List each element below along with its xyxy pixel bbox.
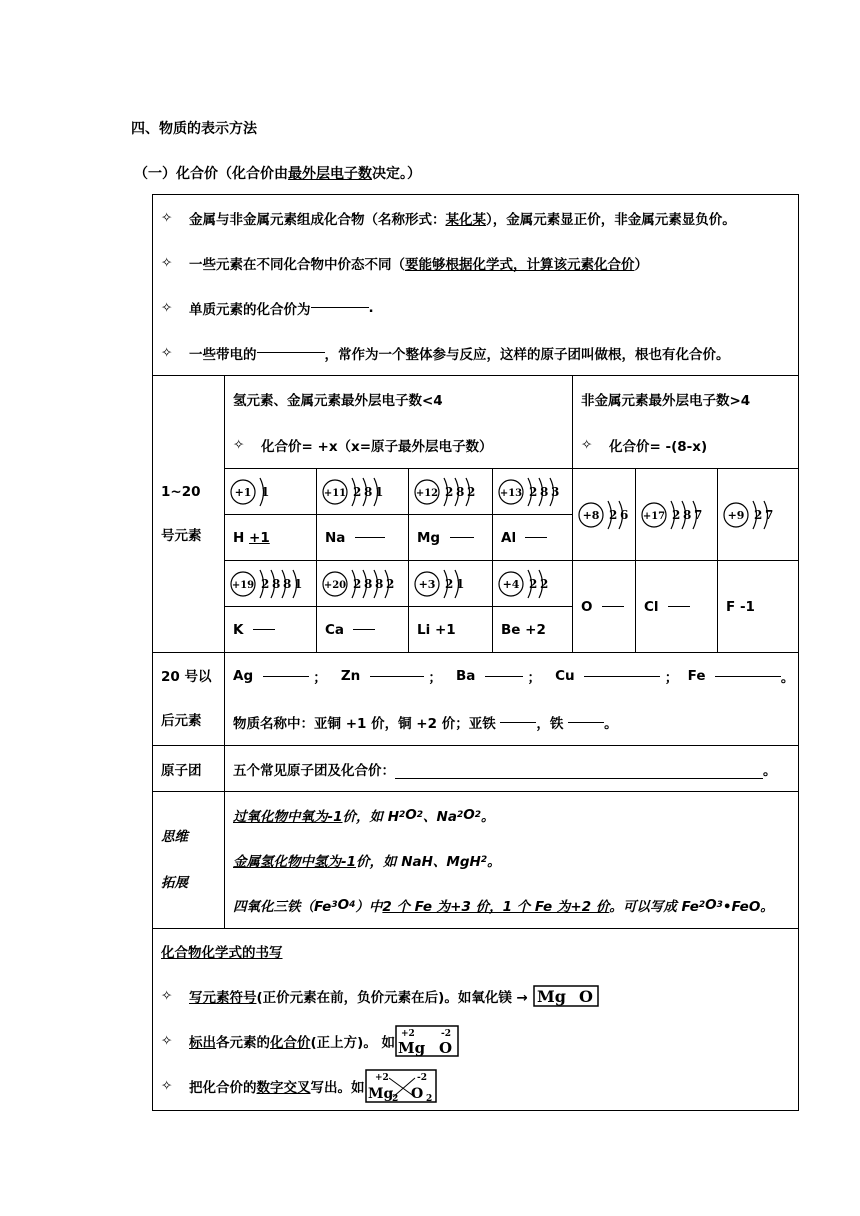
symbol-mg: Mg — [536, 986, 566, 1006]
atom-diagram — [409, 562, 492, 606]
nonmetal-header: 非金属元素最外层电子数>4 ✧ 化合价= -(8-x) — [573, 376, 799, 469]
atom-structure-svg — [229, 564, 305, 604]
atom-structure-svg — [413, 472, 478, 512]
nucleus-charge: +8 — [582, 508, 600, 522]
element-label: Ca — [317, 608, 408, 652]
electron-count: 2 — [445, 576, 454, 591]
formula-box-cross — [365, 1069, 437, 1103]
electron-count: 1 — [261, 484, 270, 499]
valence-positive: +2 — [374, 1072, 389, 1083]
writing-step-2: ✧ 标出 各元素的 化合价 (正上方)。 如 +2 -2 Mg O — [161, 1018, 798, 1063]
nucleus-charge: +12 — [415, 487, 439, 499]
atom-diagram — [636, 493, 717, 537]
valence-table — [152, 194, 799, 1111]
atom-structure-svg — [577, 495, 631, 535]
electron-count: 2 — [445, 484, 454, 499]
atom-structure-svg — [497, 564, 551, 604]
valence-positive: +2 — [401, 1028, 415, 1039]
electron-count: 2 — [353, 484, 362, 499]
electron-count: 8 — [364, 484, 373, 499]
atom-diagram — [718, 493, 798, 537]
rule-1: ✧ 金属与非金属元素组成化合物（名称形式： 某化某 ），金属元素显正价，非金属元素显负价。 — [161, 209, 736, 228]
nucleus-charge: +17 — [642, 510, 666, 522]
element-label: Al — [493, 516, 572, 560]
nucleus-charge: +13 — [499, 487, 523, 499]
electron-count: 8 — [683, 507, 692, 522]
atom-structure-svg — [229, 472, 272, 512]
electron-count: 1 — [456, 576, 465, 591]
answer-blank[interactable] — [311, 307, 369, 308]
electron-count: 2 — [540, 576, 549, 591]
metal-header: 氢元素、金属元素最外层电子数<4 ✧ 化合价= +x（x=原子最外层电子数） — [225, 376, 573, 469]
element-label: F -1 — [726, 598, 755, 615]
thinking-label: 思维 拓展 — [153, 792, 225, 929]
nucleus-charge: +20 — [323, 579, 347, 591]
rules-cell — [153, 195, 799, 376]
writing-step-3: ✧ 把化合价的 数字交叉 写出。如 +2 -2 Mg 2 O 2 — [161, 1063, 798, 1108]
electron-count: 2 — [261, 576, 270, 591]
element-label: Na — [317, 516, 408, 560]
symbol-mg: Mg — [398, 1038, 426, 1057]
atom-diagram — [493, 470, 572, 514]
electron-count: 2 — [672, 507, 681, 522]
atom-diagram — [493, 562, 572, 606]
formula-box-valence — [395, 1025, 459, 1057]
element-label: K — [225, 608, 316, 652]
atom-diagram — [225, 470, 316, 514]
rule-2: ✧ 一些元素在不同化合物中价态不同（ 要能够根据化学式，计算该元素化合价 ） — [161, 254, 648, 273]
thinking-content: 过氧化物中氧为-1 价，如 H 2 O 2 、Na 2 O 2 。 金属氢化物中氢为-1 价，如 NaH、MgH 2 。 四氧化三铁（Fe 3 O 4 ）中 2 个 Fe 为+3 价，1 个 Fe 为+2 价 。可以写成 Fe 2 O 3 •FeO。 — [225, 792, 799, 929]
atom-structure-svg — [413, 564, 467, 604]
electron-count: 7 — [694, 507, 703, 522]
atom-structure-svg — [640, 495, 705, 535]
nucleus-charge: +19 — [231, 579, 255, 591]
electron-count: 2 — [529, 484, 538, 499]
nucleus-charge: +9 — [727, 508, 745, 522]
electron-count: 2 — [609, 507, 618, 522]
first20-label: 1~20 号元素 — [153, 376, 225, 653]
element-label: Mg — [409, 516, 492, 560]
rule-4: ✧ 一些带电的 ，常作为一个整体参与反应，这样的原子团叫做根，根也有化合价。 — [161, 344, 730, 363]
element-label: O — [573, 585, 635, 629]
element-label: Cl — [636, 585, 717, 629]
electron-count: 1 — [294, 576, 303, 591]
symbol-o: O — [410, 1085, 423, 1102]
subscript: 2 — [391, 1093, 398, 1103]
symbol-o: O — [439, 1038, 453, 1057]
element-label: Be +2 — [501, 621, 546, 638]
groups-content: 五个常见原子团及化合价： 。 — [225, 746, 799, 792]
electron-count: 7 — [765, 507, 774, 522]
electron-count: 2 — [754, 507, 763, 522]
element-label: H +1 — [233, 529, 270, 546]
atom-structure-svg — [497, 472, 562, 512]
groups-label: 原子团 — [153, 746, 225, 792]
writing-cell — [153, 929, 799, 1111]
section-heading: 四、物质的表示方法 — [131, 121, 257, 137]
atom-diagram — [409, 470, 492, 514]
electron-count: 6 — [620, 507, 629, 522]
nucleus-charge: +4 — [502, 577, 520, 591]
electron-count: 8 — [540, 484, 549, 499]
valence-negative: -2 — [416, 1072, 427, 1083]
rule-3: ✧ 单质元素的化合价为 . — [161, 299, 374, 318]
electron-count: 2 — [467, 484, 476, 499]
subsection-heading: （一）化合价（化合价由最外层电子数决定。） — [134, 166, 421, 182]
electron-count: 3 — [551, 484, 560, 499]
atom-diagram — [317, 562, 408, 606]
writing-title: 化合物化学式的书写 — [161, 945, 283, 961]
symbol-mg: Mg — [367, 1085, 393, 1102]
electron-count: 8 — [283, 576, 292, 591]
after20-label: 20 号以 后元素 — [153, 653, 225, 746]
electron-count: 8 — [272, 576, 281, 591]
electron-count: 8 — [375, 576, 384, 591]
subscript: 2 — [425, 1093, 432, 1103]
valence-negative: -2 — [441, 1028, 452, 1039]
element-label: Li +1 — [417, 621, 456, 638]
atom-diagram — [317, 470, 408, 514]
electron-count: 2 — [353, 576, 362, 591]
formula-box-mgo — [533, 985, 599, 1007]
atom-diagram — [225, 562, 316, 606]
atom-diagram — [573, 493, 635, 537]
electron-count: 8 — [364, 576, 373, 591]
atom-structure-svg — [321, 472, 386, 512]
electron-count: 8 — [456, 484, 465, 499]
symbol-o: O — [578, 986, 593, 1006]
answer-blank[interactable] — [257, 352, 325, 353]
nucleus-charge: +1 — [234, 485, 252, 499]
electron-count: 2 — [386, 576, 395, 591]
electron-count: 1 — [375, 484, 384, 499]
after20-content: Ag ； Zn ； Ba ； Cu ； Fe 。 物质名称中：亚铜 +1 价，铜 +2 价；亚铁 ，铁 。 — [225, 653, 799, 746]
nucleus-charge: +11 — [323, 487, 347, 499]
atom-structure-svg — [722, 495, 776, 535]
nucleus-charge: +3 — [418, 577, 436, 591]
electron-count: 2 — [529, 576, 538, 591]
atom-structure-svg — [321, 564, 397, 604]
writing-step-1: ✧ 写元素符号 (正价元素在前，负价元素在后)。如氧化镁 → Mg O — [161, 973, 798, 1018]
